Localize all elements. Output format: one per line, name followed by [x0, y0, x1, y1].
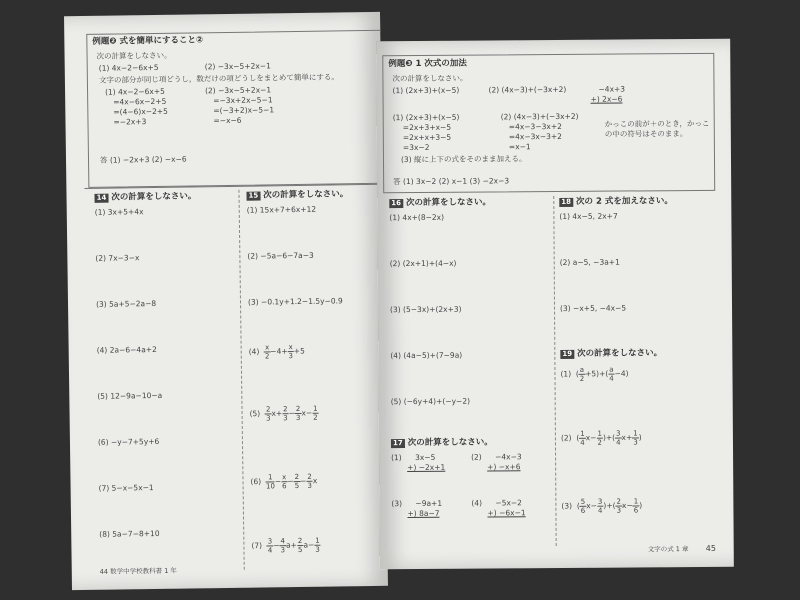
example-3-instruction: 次の計算をしなさい。 — [392, 73, 468, 84]
example-3-sol2-step: =x−1 — [508, 142, 531, 152]
example-3-note: かっこの前が＋のとき，かっこ — [604, 118, 710, 129]
problem-14-8: (8) 5a−7−8+10 — [99, 528, 160, 539]
problem-17-3-label: (3) — [391, 499, 403, 509]
column-divider — [238, 190, 244, 570]
problem-17-2-bottom: +) −x+6 — [487, 462, 521, 472]
problem-15-4: (4) $\frac{x}{2}$ −4+ $\frac{x}{3}$ +5 — [248, 343, 305, 361]
left-page — [64, 12, 388, 590]
example-3-title: 例題❸ 1 次式の加法 — [388, 58, 467, 70]
example-3-note: の中の符号はそのまま。 — [604, 129, 688, 139]
problem-19-2: (2) ( $\frac{1}{4}$ x− $\frac{1}{2}$ )+( $\frac{3}{4}$ x+ $\frac{1}{3}$ ) — [560, 429, 642, 447]
problem-15-2: (2) −5a−6−7a−3 — [247, 250, 314, 261]
example-3-q2: (2) (4x−3)+(−3x+2) — [488, 84, 567, 95]
example-2-sol2-step: =−x−6 — [213, 115, 242, 126]
example-3-answer: 答 (1) 3x−2 (2) x−1 (3) −2x−3 — [393, 176, 510, 187]
example-2-instruction: 次の計算をしなさい。 — [96, 50, 172, 61]
problem-16-1: (1) 4x+(8−2x) — [389, 212, 445, 223]
problem-18-1: (1) 4x−5, 2x+7 — [559, 211, 618, 221]
problem-17-title: 17 次の計算をしなさい。 — [392, 437, 493, 449]
example-2-answer: 答 (1) −2x+3 (2) −x−6 — [99, 154, 187, 165]
problem-19-3: (3) ( $\frac{5}{6}$ x− $\frac{3}{4}$ )+( $\frac{2}{3}$ x− $\frac{1}{6}$ ) — [561, 497, 643, 515]
example-3-note-3: (3) 縦に上下の式をそのまま加える。 — [400, 154, 527, 165]
right-page-number: 45 — [705, 543, 716, 553]
problem-16-4: (4) (4a−5)+(7−9a) — [390, 350, 463, 361]
problem-15-6: (6) $\frac{1}{10}$ − $\frac{x}{6}$ − $\frac{2}{5}$ − $\frac{2}{3}$ x — [250, 472, 318, 491]
example-3-sol1: (1) (2x+3)+(x−5) — [392, 112, 460, 123]
problem-17-1-top: 3x−5 — [415, 452, 436, 462]
problem-14-1: (1) 3x+5+4x — [94, 207, 144, 217]
problem-15-3: (3) −0.1y+1.2−1.5y−0.9 — [247, 296, 343, 307]
example-3-sol2: (2) (4x−3)+(−3x+2) — [500, 111, 579, 122]
problem-15-7: (7) $\frac{3}{4}$ − $\frac{4}{3}$ a+ $\frac{2}{5}$ a− $\frac{1}{3}$ — [251, 536, 320, 555]
problem-15-1: (1) 15x+7+6x+12 — [246, 204, 317, 215]
problem-18-title: 18 次の 2 式を加えなさい。 — [561, 196, 673, 207]
example-2-title: 例題❷ 式を簡単にすること② — [92, 35, 204, 47]
problem-16-2: (2) (2x+1)+(4−x) — [389, 258, 457, 269]
example-3-sol2-step: =4x−3x−3+2 — [508, 131, 562, 142]
problem-17-1-label: (1) — [391, 453, 402, 463]
problem-17-2-top: −4x−3 — [495, 452, 522, 462]
example-3-q3-bottom: +) 2x−6 — [590, 94, 623, 104]
example-2-q1: (1) 4x−2−6x+5 — [98, 62, 159, 73]
problem-15-5: (5) $\frac{2}{3}$ x+ $\frac{2}{3}$ − $\frac{2}{3}$ x− $\frac{1}{2}$ — [249, 404, 318, 423]
problem-16-5: (5) (−6y+4)+(−y−2) — [390, 396, 471, 407]
example-2-sol2: (2) −3x−5+2x−1 — [204, 85, 272, 96]
example-3-sol2-step: =4x−3−3x+2 — [508, 121, 562, 132]
problem-18-2: (2) a−5, −3a+1 — [559, 257, 620, 267]
example-3-sol1-step: =3x−2 — [402, 142, 430, 153]
problem-14-title: 14 次の計算をしなさい。 — [96, 191, 197, 203]
problem-14-6: (6) −y−7+5y+6 — [97, 436, 160, 447]
problem-17-2-label: (2) — [471, 452, 482, 462]
problem-14-2: (2) 7x−3−x — [95, 253, 140, 263]
problem-14-4: (4) 2a−6−4a+2 — [96, 344, 157, 355]
problem-16-title: 16 次の計算をしなさい。 — [391, 197, 492, 209]
problem-17-4-bottom: +) −6x−1 — [487, 508, 526, 518]
problem-19-1: (1) ( $\frac{a}{2}$ +5)+( $\frac{a}{4}$ −4) — [560, 365, 629, 383]
example-2-hint: 文字の部分が同じ項どうし，数だけの項どうしをまとめて簡単にする。 — [98, 72, 339, 85]
column-divider — [553, 196, 556, 546]
problem-17-4-label: (4) — [471, 498, 483, 508]
example-2-sol1-step: =4x−6x−2+5 — [113, 96, 167, 107]
problem-16-3: (3) (5−3x)+(2x+3) — [390, 304, 462, 315]
example-2-sol2-step: =(−3+2)x−5−1 — [213, 105, 275, 116]
problem-14-5: (5) 12−9a−10−a — [97, 390, 163, 401]
problem-17-4-top: −5x−2 — [495, 498, 522, 508]
example-3-q3-top: −4x+3 — [598, 84, 626, 94]
left-footer: 44 数学中学校教科書 1 年 — [99, 566, 177, 576]
problem-17-1-bottom: +) −2x+1 — [407, 462, 446, 473]
example-2-sol2-step: =−3x+2x−5−1 — [213, 95, 273, 106]
problem-18-3: (3) −x+5, −4x−5 — [559, 303, 627, 313]
problem-14-3: (3) 5a+5−2a−8 — [95, 298, 157, 309]
example-3-q1: (1) (2x+3)+(x−5) — [392, 85, 460, 96]
example-2-q2: (2) −3x−5+2x−1 — [204, 61, 271, 72]
problem-17-3-top: −9a+1 — [415, 498, 443, 508]
problem-19-title: 19 次の計算をしなさい。 — [562, 348, 663, 359]
problem-14-7: (7) 5−x−5x−1 — [98, 483, 154, 493]
problem-15-title: 15 次の計算をしなさい。 — [248, 189, 349, 201]
example-2-sol1-step: =−2x+3 — [113, 117, 147, 127]
example-3-sol1-step: =2x+3+x−5 — [402, 122, 452, 133]
example-2-sol1-step: =(4−6)x−2+5 — [113, 106, 168, 117]
right-footer-label: 文字の式 1 章 — [647, 545, 689, 554]
example-2-sol1: (1) 4x−2−6x+5 — [105, 86, 165, 97]
right-page — [376, 39, 734, 569]
example-3-sol1-step: =2x+x+3−5 — [402, 132, 452, 143]
problem-17-3-bottom: +) 8a−7 — [407, 508, 440, 519]
